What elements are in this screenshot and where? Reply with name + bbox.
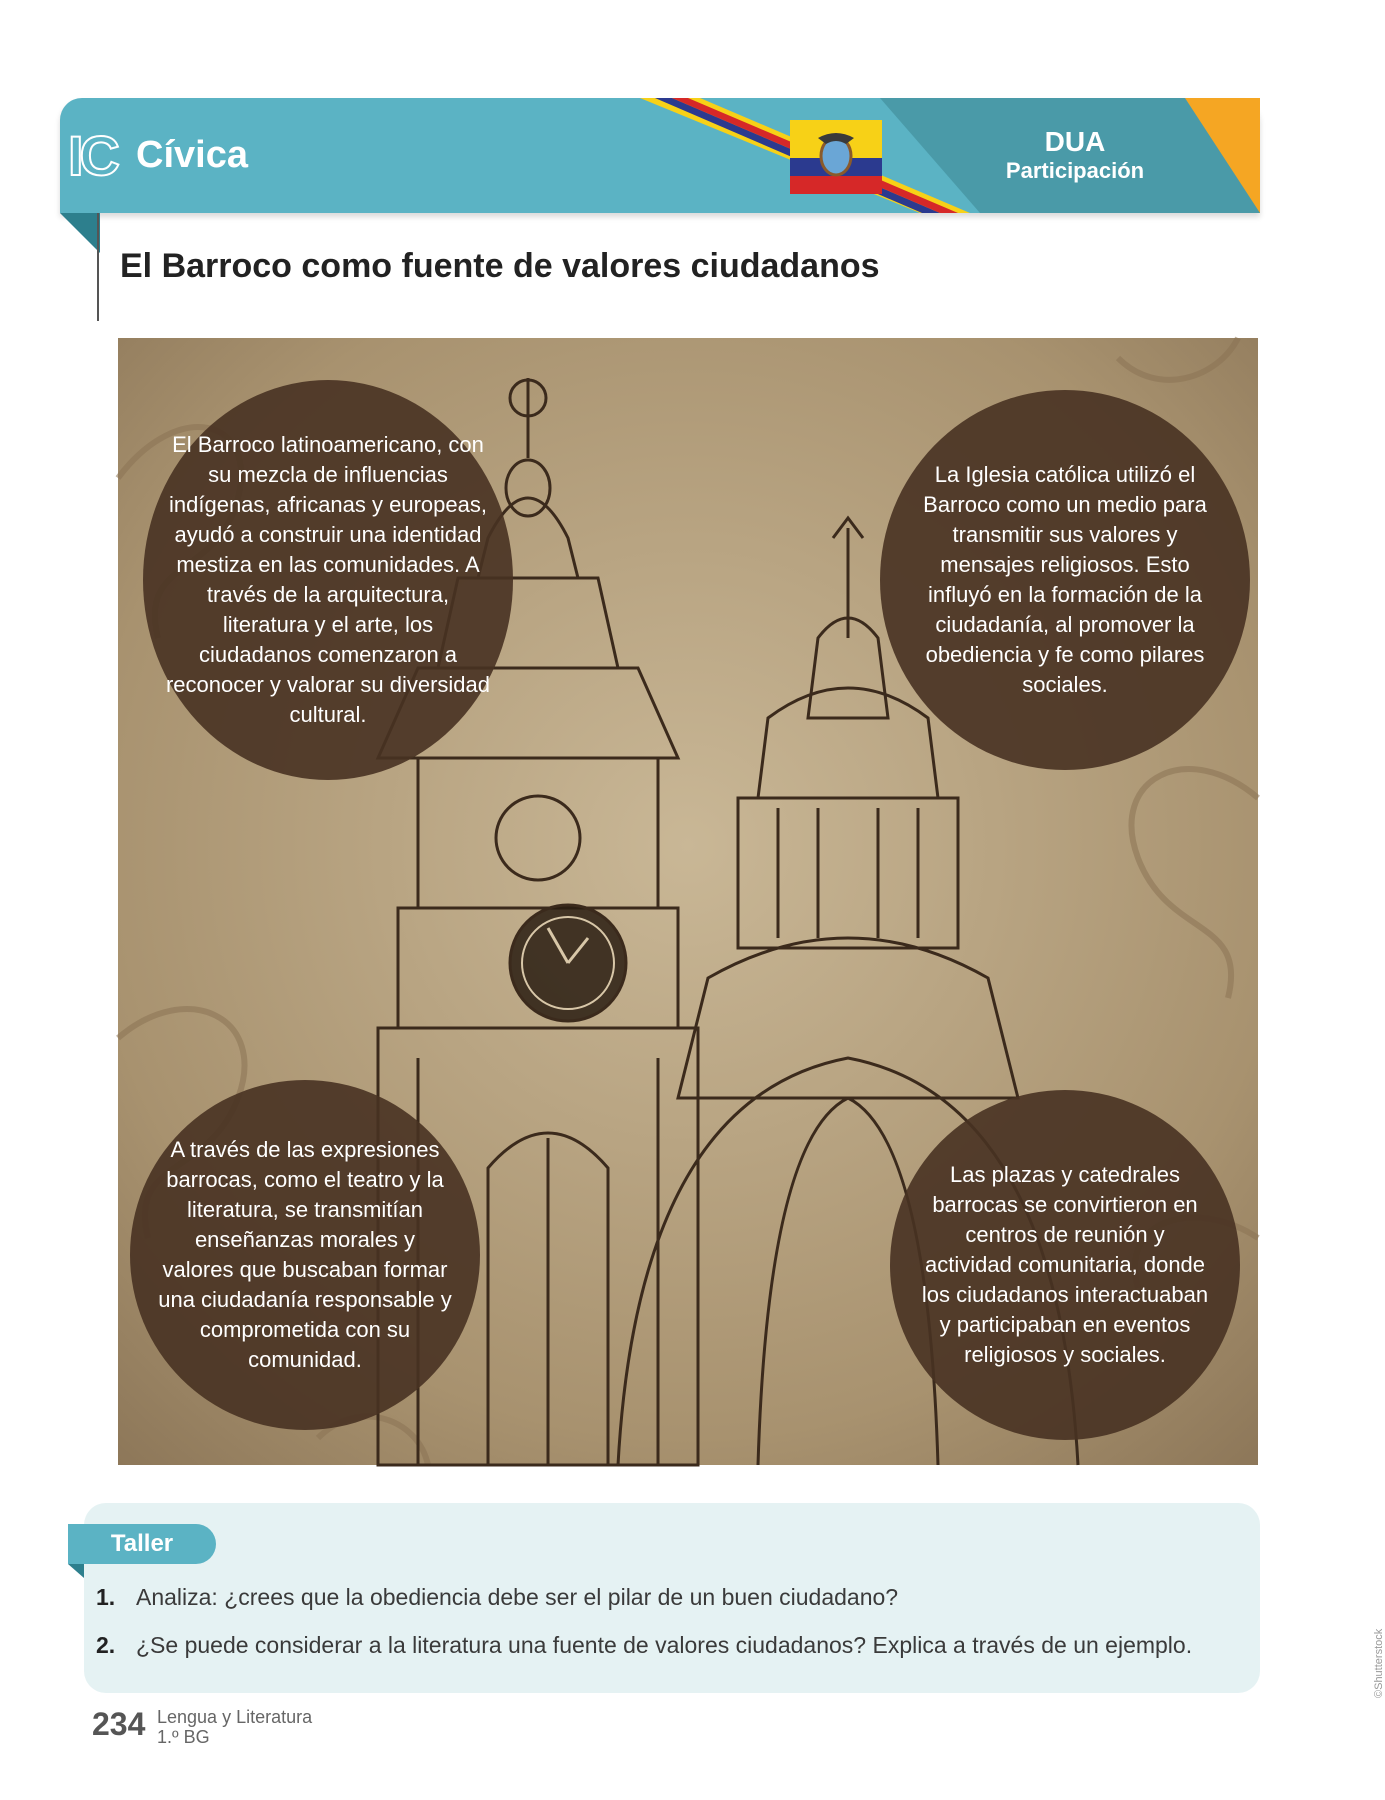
question-item: [96, 1630, 1192, 1660]
info-bubble-text: Las plazas y catedrales barrocas se convirtieron en centros de reunión y actividad comunitaria, donde los ciudadanos interactuaban y participaban en eventos religiosos y sociales.: [921, 1162, 1209, 1367]
title-rule: [97, 213, 99, 321]
question-text: ¿Se puede considerar a la literatura una fuente de valores ciudadanos? Explica a través de un ejemplo.: [136, 1632, 1193, 1658]
question-text: Analiza: ¿crees que la obediencia debe ser el pilar de un buen ciudadano?: [136, 1584, 899, 1610]
taller-label: Taller: [68, 1524, 216, 1564]
question-number: 2.: [96, 1632, 116, 1658]
taller-tab-fold: [68, 1564, 84, 1578]
ecuador-flag-icon: [790, 120, 882, 194]
info-bubble-text: El Barroco latinoamericano, con su mezcla de influencias indígenas, africanas y europeas, ayudó a construir una identidad mestiza en las comunidades. A través de la arquitectura, literatura y el arte, los ciudadanos comenzaron a reconocer y valorar su diversidad cultural.: [165, 432, 491, 727]
grade-label: 1.º BG: [157, 1727, 210, 1747]
info-bubble-text: A través de las expresiones barrocas, como el teatro y la literatura, se transmitían enseñanzas morales y valores que buscaban formar una ciudadanía responsable y comprometida con su comunidad.: [158, 1137, 452, 1372]
page-title: El Barroco como fuente de valores ciudadanos: [120, 247, 880, 285]
dua-subtitle: Participación: [1005, 158, 1145, 183]
info-bubble-text: La Iglesia católica utilizó el Barroco como un medio para transmitir sus valores y mensajes religiosos. Esto influyó en la formación de la ciudadanía, al promover la obediencia y fe como pilares sociales.: [923, 462, 1207, 697]
page-number: 234: [92, 1706, 146, 1742]
banner-fold: [60, 213, 100, 253]
dua-label: DUA: [1044, 126, 1106, 157]
question-item: [96, 1582, 898, 1612]
section-name: Cívica: [136, 134, 248, 176]
subject-label: Lengua y Literatura: [157, 1707, 313, 1727]
question-number: 1.: [96, 1584, 116, 1610]
info-bubble-plazas: [890, 1090, 1240, 1440]
info-bubble-church: [880, 390, 1250, 770]
info-bubble-expressions: [130, 1080, 480, 1430]
image-credit: ©Shutterstock: [1373, 1628, 1385, 1698]
civica-logo-icon: IC: [68, 124, 116, 187]
info-bubble-identity: [143, 380, 513, 780]
